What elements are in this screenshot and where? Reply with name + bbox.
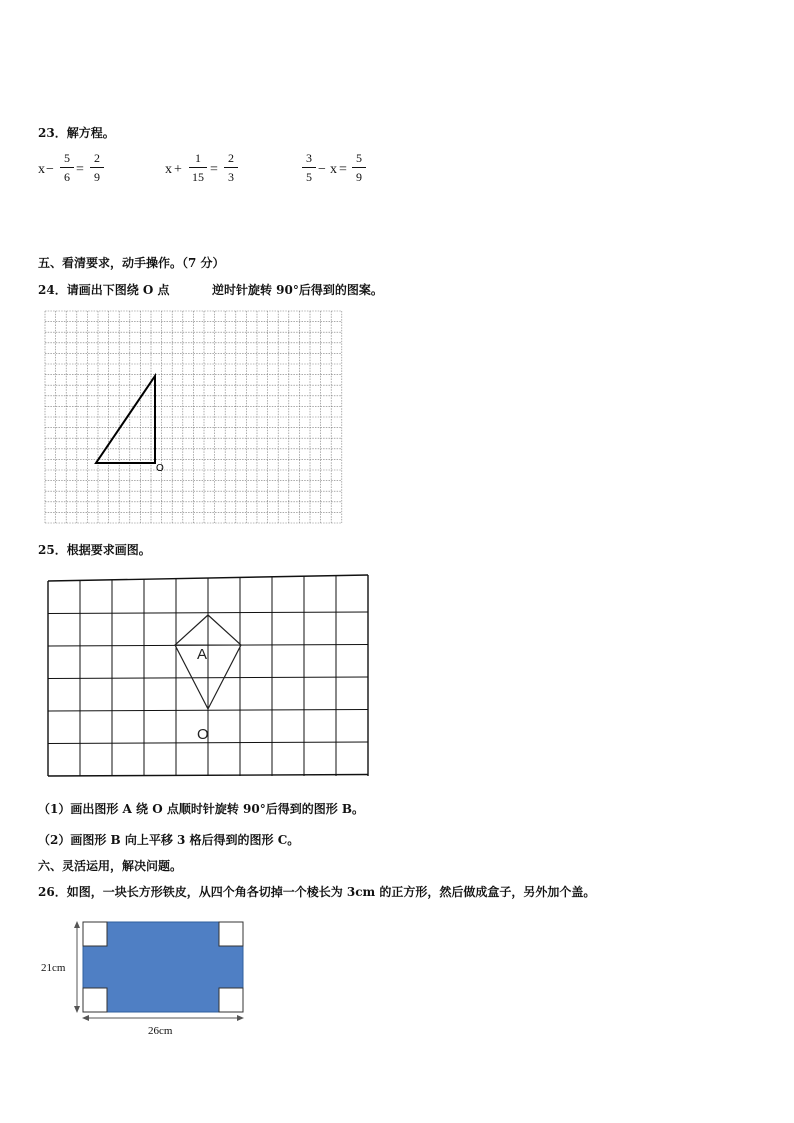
equation-1 [38,151,108,191]
eq1-frac2-denominator: 9 [94,170,100,184]
eq2-op: + [174,162,182,177]
eq1-fraction-1 [60,151,74,184]
q26-corner-square-top-left [83,922,107,946]
q24-grid [45,311,342,523]
q25-grid-line [48,775,368,777]
eq3-frac1-numerator: 3 [306,151,312,165]
eq1-frac1-denominator: 6 [64,170,70,184]
q24-point-o-label: O [156,463,164,474]
eq3-fraction-2 [352,151,366,184]
q25-grid [48,575,368,776]
q26-title: 26．如图，一块长方形铁皮，从四个角各切掉一个棱长为 3cm 的正方形，然后做成盒子，另外加个盖。 [38,885,596,899]
eq3-frac2-denominator: 9 [356,170,362,184]
eq1-op: − [46,162,54,177]
q25-part1: （1）画出图形 A 绕 O 点顺时针旋转 90°后得到的图形 B。 [38,802,365,816]
eq3-frac1-denominator: 5 [306,170,312,184]
q24-grid-figure [44,310,346,524]
eq1-equals: = [76,162,84,177]
q25-label-o: O [197,726,209,743]
eq1-frac1-numerator: 5 [64,151,70,165]
section6-title: 六、灵活运用，解决问题。 [38,859,183,873]
eq3-equals: = [339,162,347,177]
eq2-frac1-denominator: 15 [192,170,204,184]
eq2-fraction-1 [189,151,207,184]
q26-corner-square-bottom-right [219,988,243,1012]
eq2-frac1-numerator: 1 [195,151,201,165]
equation-2 [165,151,245,191]
eq3-op: − [318,162,326,177]
eq2-equals: = [210,162,218,177]
q25-grid-figure [46,573,370,779]
q26-figure [38,918,258,1042]
q26-height-label: 21cm [41,962,66,974]
q24-title-part2: 逆时针旋转 90°后得到的图案。 [212,283,383,297]
eq3-fraction-1 [302,151,316,184]
q26-corner-square-bottom-left [83,988,107,1012]
eq2-frac2-numerator: 2 [228,151,234,165]
q24-title-part1: 24．请画出下图绕 O 点 [38,283,170,297]
eq1-frac2-numerator: 2 [94,151,100,165]
q24-triangle [96,376,155,463]
eq2-fraction-2 [224,151,238,184]
equation-3 [302,151,372,191]
q25-label-a: A [197,646,208,663]
q25-part2: （2）画图形 B 向上平移 3 格后得到的图形 C。 [38,833,300,847]
eq1-fraction-2 [90,151,104,184]
section5-title: 五、看清要求，动手操作。（7 分） [38,256,225,270]
q26-corner-square-top-right [219,922,243,946]
q26-width-label: 26cm [148,1025,173,1037]
eq2-var: x [165,162,172,177]
eq3-var: x [330,162,337,177]
q23-title: 23．解方程。 [38,126,115,140]
eq2-frac2-denominator: 3 [228,170,234,184]
eq3-frac2-numerator: 5 [356,151,362,165]
q25-title: 25．根据要求画图。 [38,543,151,557]
eq1-var: x [38,162,45,177]
